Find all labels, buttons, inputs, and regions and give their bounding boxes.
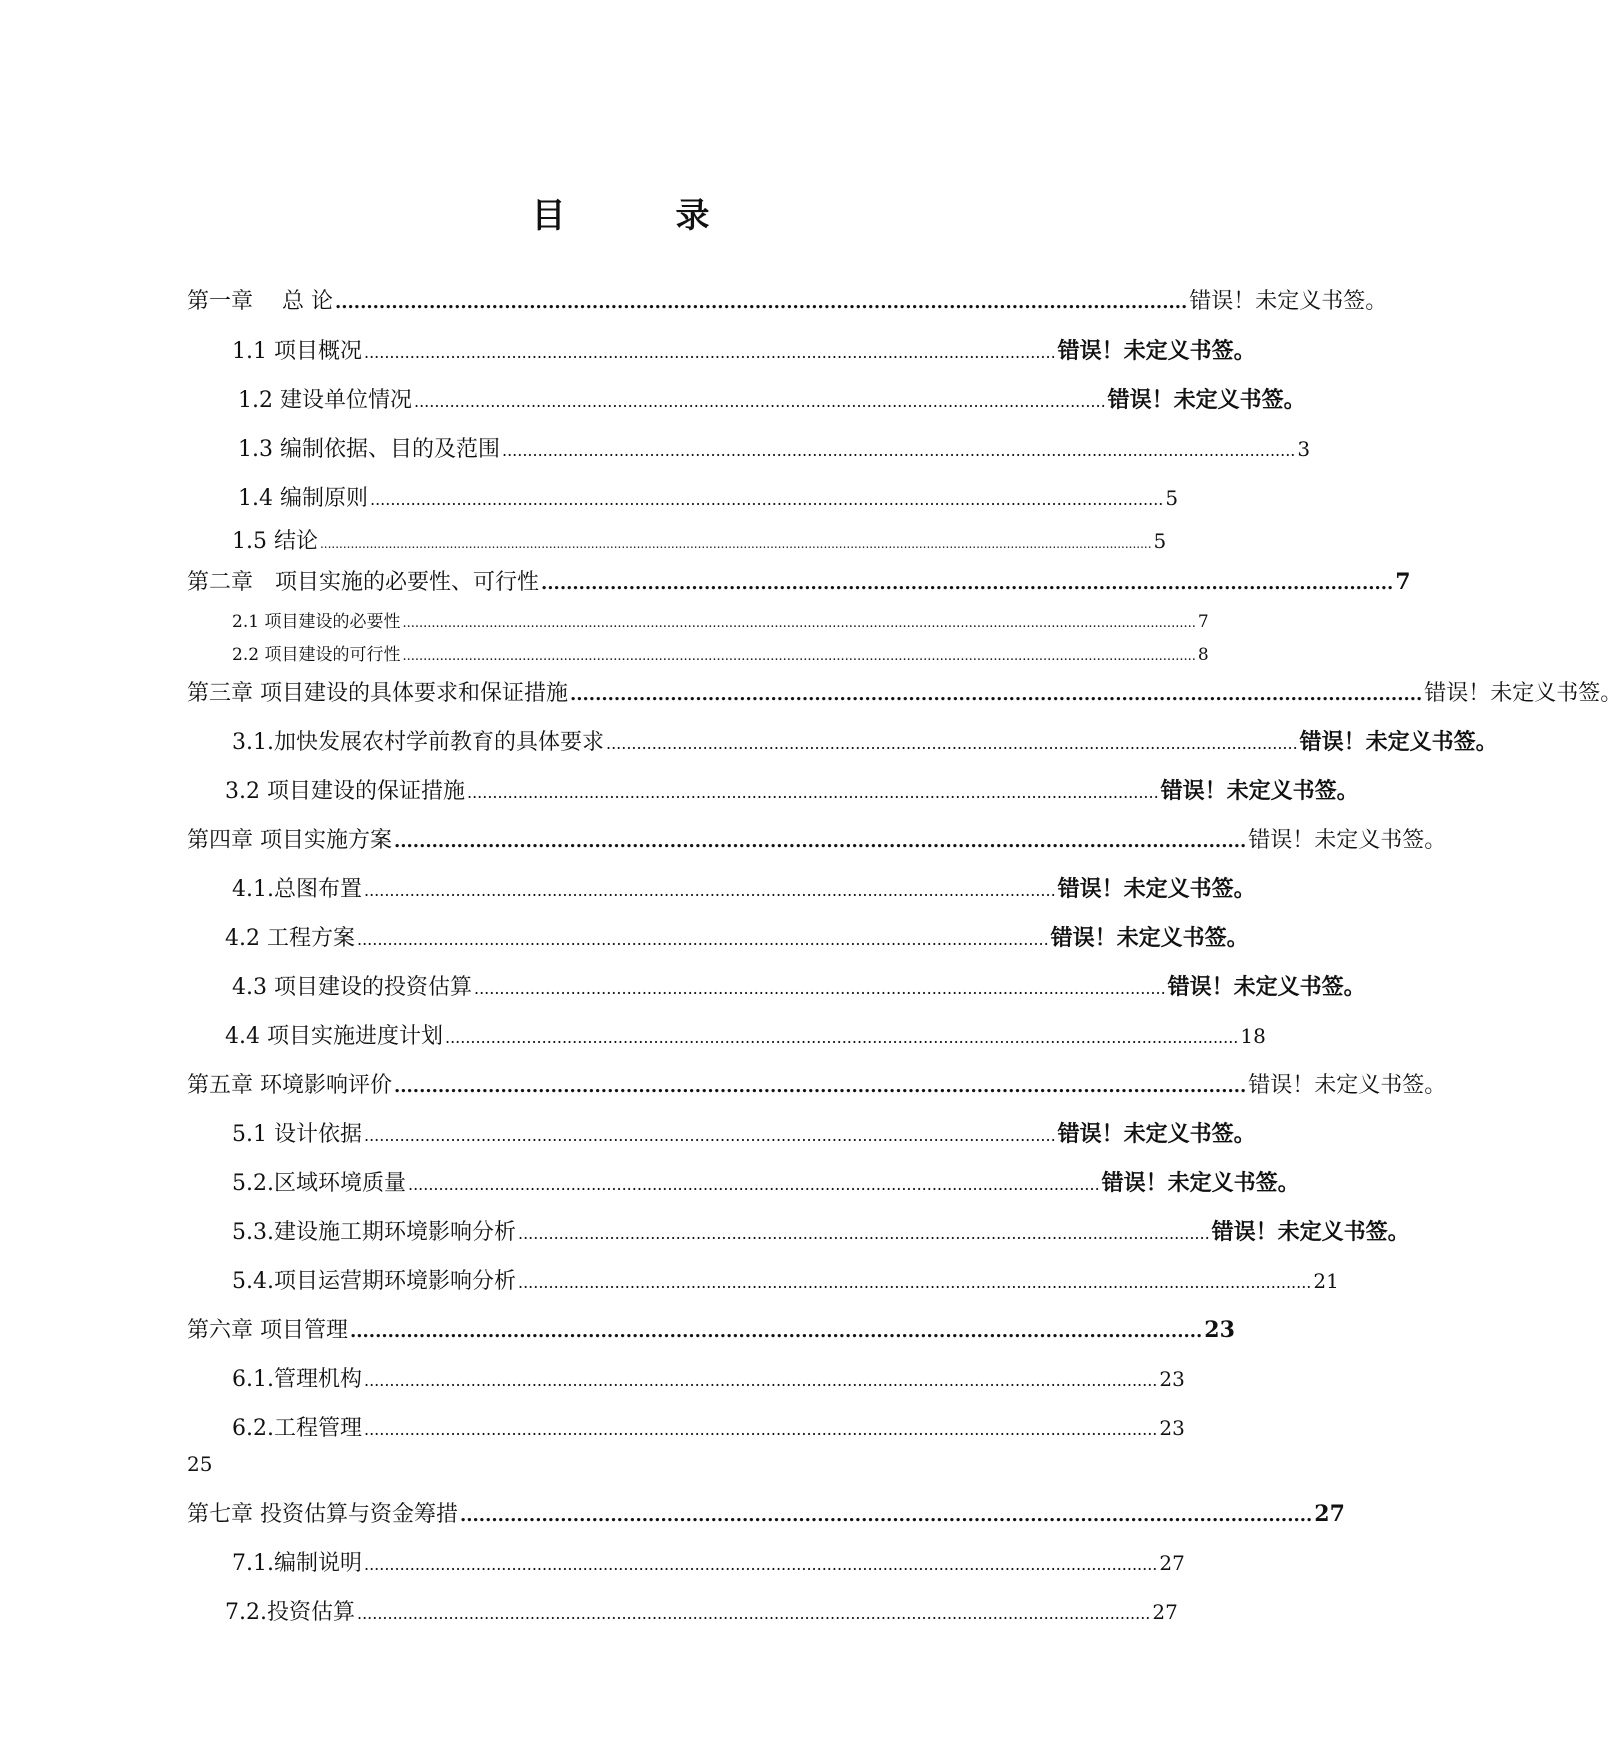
- toc-entry-label: 6.1.管理机构: [232, 1367, 362, 1392]
- toc-entry-label: 第二章 项目实施的必要性、可行性: [187, 570, 540, 595]
- dot-leader: ........................................................................................................................................: [363, 1126, 1056, 1145]
- toc-entry-page: 错误！未定义书签。: [1189, 289, 1388, 314]
- toc-entry-label: 4.4 项目实施进度计划: [225, 1024, 443, 1049]
- toc-entry-page: 27: [1159, 1551, 1185, 1575]
- toc-entry-label: 4.2 工程方案: [225, 926, 355, 951]
- toc-entry-chapter-4[interactable]: [187, 823, 1447, 854]
- toc-entry-label: 5.4.项目运营期环境影响分析: [232, 1269, 516, 1294]
- dot-leader: ................................................................................................................................................................................................: [402, 616, 1196, 631]
- toc-entry-1-5[interactable]: [232, 524, 1167, 555]
- dot-leader: ............................................................................................................................................................: [363, 1420, 1158, 1439]
- toc-entry-6-2[interactable]: [232, 1411, 1185, 1442]
- toc-entry-label: 1.5 结论: [232, 529, 318, 554]
- toc-entry-page: 错误！未定义书签。: [1057, 1122, 1256, 1147]
- toc-entry-page: 5: [1153, 529, 1167, 553]
- toc-entry-chapter-1[interactable]: [187, 284, 1388, 315]
- toc-entry-1-4[interactable]: [238, 481, 1179, 512]
- toc-entry-label: 2.2 项目建设的可行性: [232, 645, 401, 665]
- dot-leader: ........................................................................................................................................: [570, 684, 1423, 705]
- dot-leader: ........................................................................................................................................: [335, 292, 1188, 313]
- toc-entry-page: 错误！未定义书签。: [1167, 975, 1366, 1000]
- dot-leader: ........................................................................................................................................: [460, 1505, 1313, 1526]
- toc-entry-page: 错误！未定义书签。: [1101, 1171, 1300, 1196]
- toc-entry-label: 2.1 项目建设的必要性: [232, 612, 401, 632]
- toc-entry-page: 3: [1297, 437, 1311, 461]
- toc-entry-page: 错误！未定义书签。: [1211, 1220, 1410, 1245]
- toc-entry-4-2[interactable]: [225, 921, 1249, 952]
- toc-entry-chapter-7[interactable]: [187, 1497, 1345, 1528]
- toc-entry-page: 5: [1165, 486, 1179, 510]
- toc-entry-label: 3.2 项目建设的保证措施: [225, 779, 465, 804]
- toc-entry-4-1[interactable]: [232, 872, 1256, 903]
- toc-entry-5-2[interactable]: [232, 1166, 1300, 1197]
- toc-entry-page: 7: [1197, 612, 1209, 632]
- toc-entry-page: 23: [1159, 1416, 1185, 1440]
- toc-entry-5-1[interactable]: [232, 1117, 1256, 1148]
- dot-leader: ........................................................................................................................................: [413, 392, 1106, 411]
- toc-entry-label: 第四章 项目实施方案: [187, 828, 392, 853]
- toc-entry-label: 5.3.建设施工期环境影响分析: [232, 1220, 516, 1245]
- dot-leader: ........................................................................................................................................: [394, 831, 1247, 852]
- toc-entry-label: 1.3 编制依据、目的及范围: [238, 437, 500, 462]
- dot-leader: ........................................................................................................................................: [605, 734, 1298, 753]
- dot-leader: ............................................................................................................................................................: [356, 1604, 1151, 1623]
- dot-leader: ........................................................................................................................................: [407, 1175, 1100, 1194]
- toc-entry-label: 第一章 总 论: [187, 289, 333, 314]
- toc-entry-label: 1.1 项目概况: [232, 339, 362, 364]
- dot-leader: ........................................................................................................................................: [473, 979, 1166, 998]
- toc-entry-page: 错误！未定义书签。: [1050, 926, 1249, 951]
- toc-entry-page: 错误！未定义书签。: [1248, 828, 1447, 853]
- toc-entry-chapter-6[interactable]: [187, 1313, 1235, 1344]
- toc-entry-label: 1.2 建设单位情况: [238, 388, 412, 413]
- toc-entry-chapter-3[interactable]: [187, 676, 1622, 707]
- stray-page-number: 25: [187, 1452, 213, 1476]
- toc-entry-page: 8: [1197, 645, 1209, 665]
- toc-entry-chapter-2[interactable]: [187, 565, 1411, 596]
- toc-entry-5-3[interactable]: [232, 1215, 1410, 1246]
- toc-entry-label: 5.1 设计依据: [232, 1122, 362, 1147]
- toc-entry-1-3[interactable]: [238, 432, 1311, 463]
- toc-entry-page: 错误！未定义书签。: [1248, 1073, 1447, 1098]
- toc-entry-5-4[interactable]: [232, 1264, 1339, 1295]
- toc-entry-page: 错误！未定义书签。: [1299, 730, 1498, 755]
- dot-leader: ............................................................................................................................................................: [363, 1371, 1158, 1390]
- toc-entry-label: 5.2.区域环境质量: [232, 1171, 406, 1196]
- toc-entry-label: 4.1.总图布置: [232, 877, 362, 902]
- dot-leader: ............................................................................................................................................................: [517, 1273, 1312, 1292]
- toc-entry-page: 错误！未定义书签。: [1424, 681, 1622, 706]
- dot-leader: ........................................................................................................................................: [363, 343, 1056, 362]
- dot-leader: ........................................................................................................................................: [350, 1321, 1203, 1342]
- toc-entry-4-4[interactable]: [225, 1019, 1266, 1050]
- toc-entry-label: 第七章 投资估算与资金筹措: [187, 1502, 458, 1527]
- dot-leader: ........................................................................................................................................: [541, 573, 1394, 594]
- toc-entry-7-1[interactable]: [232, 1546, 1185, 1577]
- toc-entry-2-2[interactable]: [232, 640, 1209, 665]
- dot-leader: ............................................................................................................................................................: [501, 441, 1296, 460]
- toc-entry-1-1[interactable]: [232, 334, 1256, 365]
- toc-entry-3-2[interactable]: [225, 774, 1359, 805]
- toc-entry-label: 4.3 项目建设的投资估算: [232, 975, 472, 1000]
- dot-leader: ........................................................................................................................................: [517, 1224, 1210, 1243]
- toc-entry-chapter-5[interactable]: [187, 1068, 1447, 1099]
- toc-entry-page: 18: [1240, 1024, 1266, 1048]
- toc-entry-2-1[interactable]: [232, 607, 1209, 632]
- toc-entry-label: 3.1.加快发展农村学前教育的具体要求: [232, 730, 604, 755]
- dot-leader: ..........................................................................................................................................................................................................................: [319, 537, 1152, 551]
- toc-entry-label: 7.2.投资估算: [225, 1600, 355, 1625]
- toc-entry-page: 23: [1159, 1367, 1185, 1391]
- dot-leader: ........................................................................................................................................: [466, 783, 1159, 802]
- dot-leader: ............................................................................................................................................................: [369, 490, 1164, 509]
- dot-leader: ........................................................................................................................................: [356, 930, 1049, 949]
- dot-leader: ............................................................................................................................................................: [444, 1028, 1239, 1047]
- toc-entry-label: 第三章 项目建设的具体要求和保证措施: [187, 681, 568, 706]
- dot-leader: ................................................................................................................................................................................................: [402, 649, 1196, 664]
- toc-entry-page: 27: [1152, 1600, 1178, 1624]
- toc-entry-6-1[interactable]: [232, 1362, 1185, 1393]
- toc-entry-4-3[interactable]: [232, 970, 1366, 1001]
- toc-entry-page: 27: [1314, 1501, 1345, 1527]
- toc-entry-page: 错误！未定义书签。: [1057, 877, 1256, 902]
- toc-entry-page: 7: [1395, 569, 1411, 595]
- toc-entry-page: 错误！未定义书签。: [1160, 779, 1359, 804]
- toc-entry-1-2[interactable]: [238, 383, 1306, 414]
- toc-title: 目 录: [531, 196, 748, 236]
- toc-entry-label: 7.1.编制说明: [232, 1551, 362, 1576]
- dot-leader: ........................................................................................................................................: [363, 881, 1056, 900]
- toc-entry-page: 21: [1313, 1269, 1339, 1293]
- toc-entry-label: 第五章 环境影响评价: [187, 1073, 392, 1098]
- toc-entry-7-2[interactable]: [225, 1595, 1178, 1626]
- toc-entry-label: 6.2.工程管理: [232, 1416, 362, 1441]
- toc-entry-label: 第六章 项目管理: [187, 1318, 348, 1343]
- toc-entry-label: 1.4 编制原则: [238, 486, 368, 511]
- dot-leader: ........................................................................................................................................: [394, 1076, 1247, 1097]
- toc-entry-page: 错误！未定义书签。: [1057, 339, 1256, 364]
- toc-entry-page: 23: [1204, 1317, 1235, 1343]
- toc-entry-page: 错误！未定义书签。: [1107, 388, 1306, 413]
- dot-leader: ............................................................................................................................................................: [363, 1555, 1158, 1574]
- toc-entry-3-1[interactable]: [232, 725, 1498, 756]
